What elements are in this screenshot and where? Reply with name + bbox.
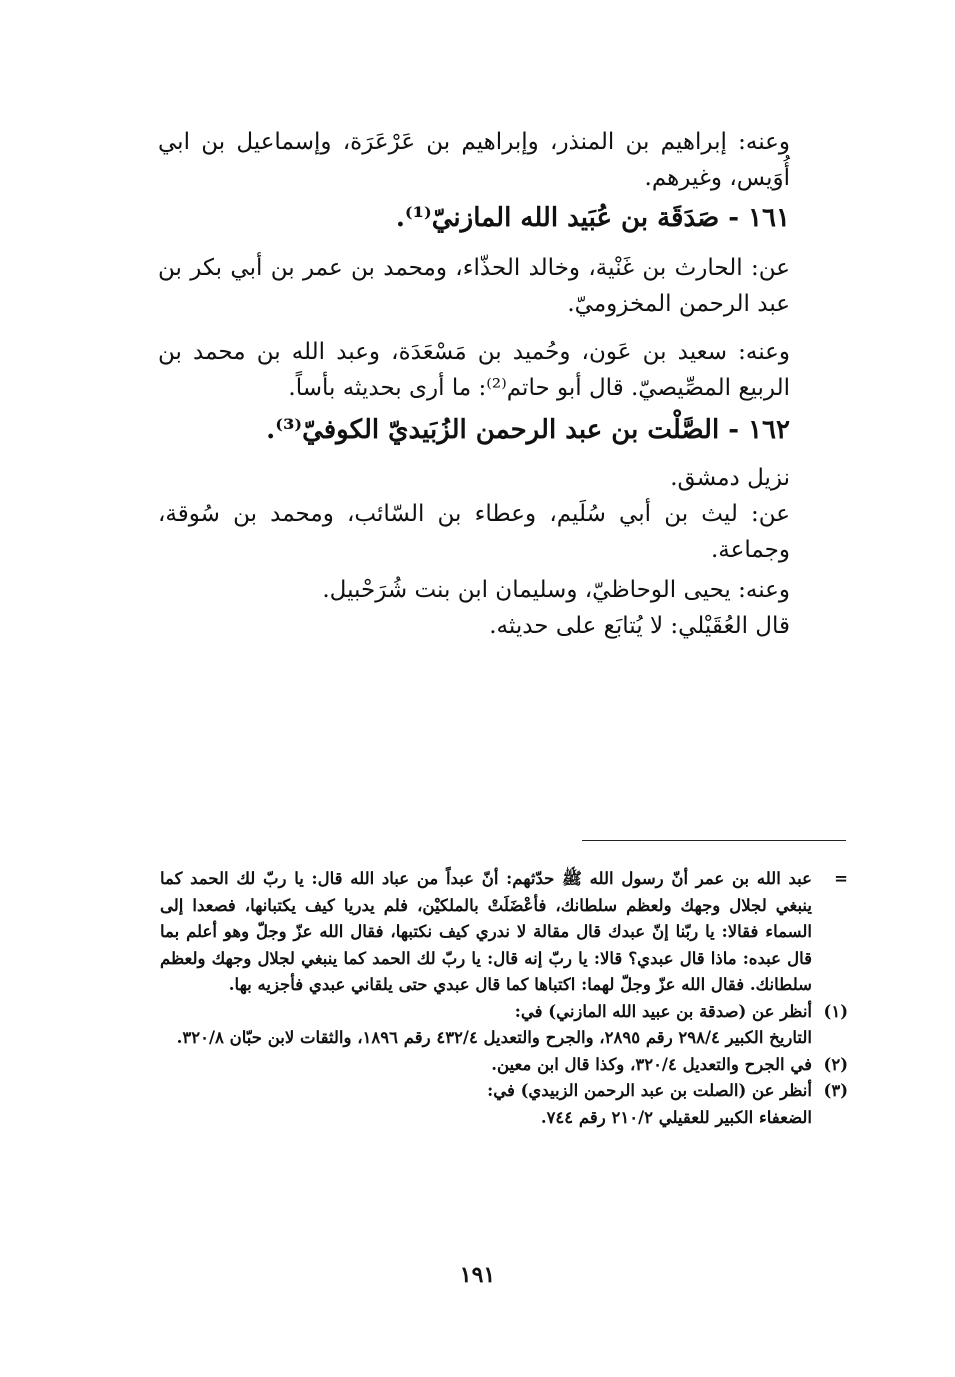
footnote-1-line1: أنظر عن (صدقة بن عبيد الله المازني) في: [514, 1001, 812, 1021]
footnote-1 [160, 999, 848, 1052]
entry-162-residence: نزيل دمشق. [670, 465, 790, 491]
footnote-3-line1: أنظر عن (الصلت بن عبد الرحمن الزبيدي) في: [487, 1081, 812, 1100]
entry-162-teachers: عن: ليث بن أبي سُلَيم، وعطاء بن السّائب، ومحمد بن سُوقة، وجماعة. [158, 501, 790, 563]
entry-161-title: ١٦١ - صَدَقَة بن عُبَيد الله المازنيّ⁽¹⁾. [395, 203, 790, 233]
page-number: ١٩١ [459, 1262, 496, 1288]
footnote-1-line2: التاريخ الكبير ٢٩٨/٤ رقم ٢٨٩٥، والجرح والتعديل ٤٣٢/٤ رقم ١٨٩٦، والثقات لابن حبّان ٣٢٠/٨. [176, 1028, 812, 1047]
footnote-continuation [160, 866, 848, 999]
footnotes [160, 866, 848, 1131]
footnote-3-line2: الضعفاء الكبير للعقيلي ٢١٠/٢ رقم ٧٤٤. [540, 1107, 812, 1127]
entry-162-title: ١٦٢ - الصَّلْت بن عبد الرحمن الزُبَيديّ الكوفيّ⁽³⁾. [266, 415, 790, 445]
narrators-from-160: وعنه: إبراهيم بن المنذر، وإبراهيم بن عَرْعَرَة، وإسماعيل بن ابي أُوَيس، وغيرهم. [158, 129, 790, 191]
footnote-2-number: (٢) [823, 1054, 848, 1074]
footnote-2-text: في الجرح والتعديل ٣٢٠/٤، وكذا قال ابن معين. [491, 1054, 812, 1074]
footnote-continuation-marker: = [834, 869, 848, 888]
footnote-3-number: (٣) [823, 1081, 848, 1100]
footnote-continuation-text: عبد الله بن عمر أنّ رسول الله ﷺ حدّثهم: أنّ عبداً من عباد الله قال: يا ربّ لك الحمد كما ينبغي لجلال وجهك ولعظم سلطانك، فأعْضَلَتْ بالملكيْن، فلم يدريا كيف يكتبانها، فصعدا إلى السماء فقالا: يا ربّنا إنّ عبدك قال مقالة لا ندري كيف نكتبها، فقال الله عزّ وجلّ وهو أعلم بما قال عبده: ماذا قال عبدي؟ قالا: يا ربّ إنه قال: يا ربّ لك الحمد كما ينبغي لجلال وجهك ولعظم سلطانك. فقال الله عزّ وجلّ لهما: اكتباها كما قال عبدي حتى يلقاني عبدي فأجزيه بها. [160, 869, 812, 994]
main-text [158, 124, 848, 644]
footnote-3 [160, 1078, 848, 1131]
entry-162-students: وعنه: يحيى الوحاظيّ، وسليمان ابن بنت شُرَحْبيل. [322, 577, 790, 603]
footnote-2 [160, 1052, 848, 1079]
footnote-separator [582, 840, 846, 841]
entry-162-verdict: قال العُقَيْلي: لا يُتابَع على حديثه. [489, 613, 790, 639]
footnote-1-number: (١) [823, 1001, 848, 1021]
entry-161-teachers: عن: الحارث بن غَنْية، وخالد الحذّاء، ومحمد بن عمر بن أبي بكر بن عبد الرحمن المخزوميّ. [158, 255, 790, 317]
entry-161-students: وعنه: سعيد بن عَون، وحُميد بن مَسْعَدَة، وعبد الله بن محمد بن الربيع المصِّيصيّ. قال أبو حاتم⁽²⁾: ما أرى بحديثه بأساً. [158, 339, 790, 401]
